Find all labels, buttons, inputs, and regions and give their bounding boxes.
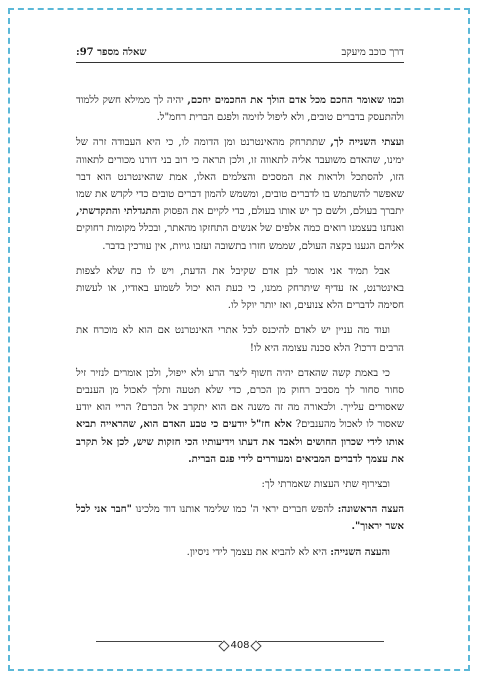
page-number: 408 xyxy=(222,638,257,654)
paragraph-1-bold: וכמו שאומר החכם מכל אדם הולך את החכמים יחכם, xyxy=(187,95,404,106)
paragraph-3 xyxy=(76,263,404,315)
paragraph-7-text: להפש חברים יראי ה' כמו שלימד אותנו דוד מלכינו xyxy=(131,504,338,516)
paragraph-8 xyxy=(76,544,404,561)
running-header xyxy=(76,44,404,63)
paragraph-2 xyxy=(76,134,404,254)
paragraph-1 xyxy=(76,92,404,126)
book-title: דרך כוכב מיעקב xyxy=(341,47,404,58)
paragraph-5-text: כי באמת קשה שהאדם יהיה חשוף ליצר הרע ולא ייפול, ולכן אומרים לנזיר זיל סחור סחור לך מסביב רחוק מן הכרם, כדי שלא תטעה ותלך לאכול מן הענבים שאסורים עלייך. ולכאורה מה זה משנה אם הוא יתקרב אל הכרם? הריי הוא יודע שאסור לו לאכול מהענבים? xyxy=(76,367,404,431)
paragraph-7-bold: העצה הראשונה: xyxy=(337,504,404,516)
paragraph-6-text: ובצירוף שתי העצות שאמרתי לך: xyxy=(261,479,390,491)
paragraph-7-bold-tail: "חבר אני לכל אשר יראוך". xyxy=(76,504,404,533)
paragraph-6 xyxy=(76,476,404,493)
paragraph-2-text-after: ואנחנו בעצמנו רואים כמה אלפים של אנשים התחזקו מהאתר, ובכלל מקומות רחוקים אליהם הגענו בקצה העולם, שממש חזרו בתשובה ועזבו גויות, אין עורכין בדבר. xyxy=(76,223,404,252)
question-label: שאלה מספר 97: xyxy=(76,47,147,58)
paragraph-5-bold: אלא חז"ל יודעים כי טבע האדם הוא, שהראייה תביא אותו לידי שכרון החושים ולאבד את דעתו וידיעותיו הכי חזקות שיש, לכן אל תקרב את עצמך לדברים המביאים ומעוררים לידי פגם הברית. xyxy=(76,419,404,465)
paragraph-2-bold: ועצתי השנייה לך, xyxy=(330,137,404,149)
paragraph-1-text: יהיה לך ממילא חשק ללמוד ולהתעסק בדברים טובים, ולא ליפול לזימה ולפגם הברית רחמ"ל. xyxy=(76,95,404,124)
paragraph-8-bold: והעצה השנייה: xyxy=(330,546,390,558)
paragraph-3-text: אבל תמיד אני אומר לבן אדם שקיבל את הדעת, ויש לו כח שלא לצפות באינטרנט, אז עדיף שיתרחק ממנו, כי כעת הוא יכול לשמוע באודיו, או לעשות חסימה לדברים הלא צנועים, ואז יותר יוקל לו. xyxy=(76,265,404,312)
paragraph-5 xyxy=(76,365,404,468)
paragraph-2-bold-mid: והתגדלתי והתקדשתי, xyxy=(76,206,161,218)
paragraph-4 xyxy=(76,322,404,356)
paragraph-7 xyxy=(76,501,404,535)
page-footer xyxy=(0,633,480,649)
paragraph-8-text: היא לא להביא את עצמך לידי ניסיון. xyxy=(186,546,331,558)
paragraph-4-text: ועוד מה עניין יש לאדם להיכנס לכל אתרי האינטרנט אם הוא לא מוכרח את הרבים דרכו? הלא סכנה עצומה היא לו! xyxy=(76,325,404,354)
page-body xyxy=(76,92,404,569)
paragraph-2-text: שתתרחק מהאינטרנט ומן הדומה לו, כי היא העבודה זרה של ימינו, שהאדם משועבד אליה לתאווה זו, ולכן תראה כי רוב בני דורנו מכורים לתאווה הזו, להסתכל ולראות את המסכים והצלמים האלו, אמת שהאינטרנט הוא דבר שאפשר להשתמש בו לדברים טובים, ומשמש להמון דברים טובים כדי לקדש את שמו יתברך בעולם, ולשם כך יש אותו בעולם, כדי לקיים את הפסוק xyxy=(76,137,404,218)
